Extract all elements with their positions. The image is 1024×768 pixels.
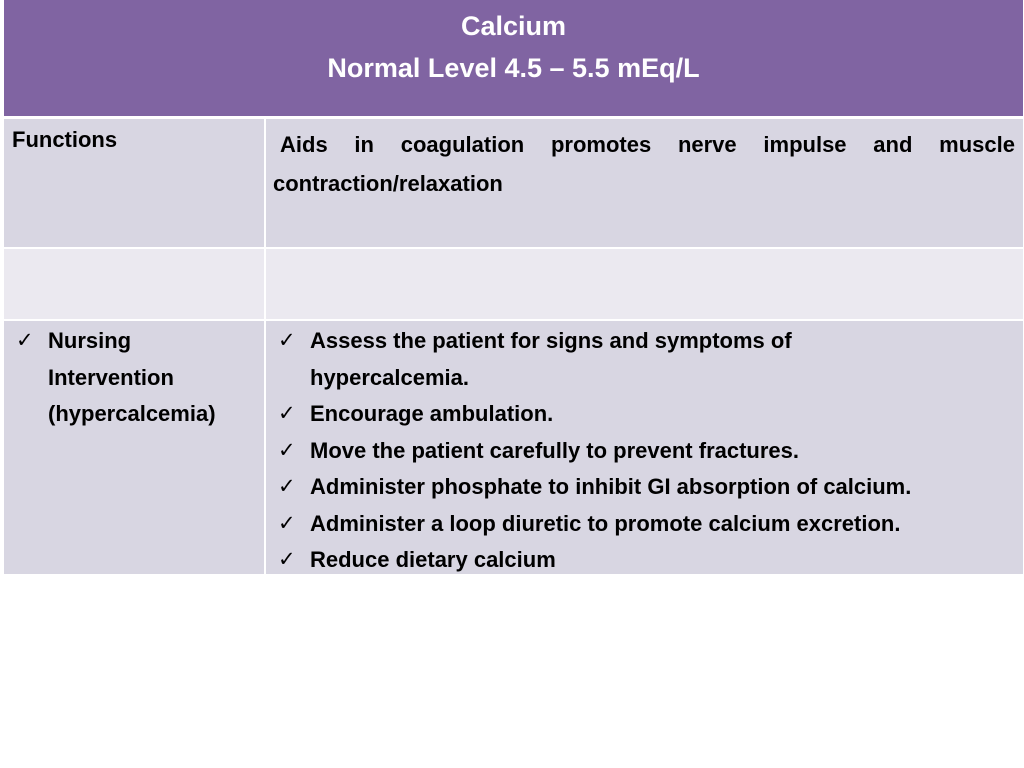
nursing-interventions-cell bbox=[266, 321, 1023, 574]
intervention-text: hypercalcemia. bbox=[310, 364, 469, 390]
list-item bbox=[272, 323, 1017, 396]
functions-text-line2: contraction/relaxation bbox=[273, 171, 503, 196]
intervention-text: Assess the patient for signs and symptoms of bbox=[310, 328, 792, 353]
intervention-text: Administer a loop diuretic to promote calcium excretion. bbox=[310, 510, 901, 536]
empty-cell-left bbox=[4, 249, 264, 319]
checkmark-icon: ✓ bbox=[278, 548, 296, 571]
checkmark-icon: ✓ bbox=[278, 438, 296, 462]
list-item bbox=[272, 506, 1017, 543]
functions-label-cell bbox=[4, 119, 264, 247]
nursing-label-line: Intervention bbox=[48, 364, 174, 390]
table-header bbox=[4, 0, 1023, 116]
list-item bbox=[272, 396, 1017, 433]
functions-text-cell bbox=[266, 119, 1023, 247]
empty-cell-right bbox=[266, 249, 1023, 319]
checkmark-icon: ✓ bbox=[16, 329, 34, 352]
checkmark-icon: ✓ bbox=[278, 402, 296, 425]
interventions-list bbox=[272, 323, 1017, 579]
intervention-text: Administer phosphate to inhibit GI absorption of calcium. bbox=[310, 474, 912, 499]
nursing-label-line: Nursing bbox=[48, 328, 132, 353]
list-item bbox=[272, 542, 1017, 579]
intervention-text: Move the patient carefully to prevent fractures. bbox=[310, 437, 800, 463]
intervention-text: Reduce dietary calcium bbox=[310, 547, 556, 572]
nursing-label-list bbox=[10, 323, 260, 433]
functions-label: Functions bbox=[12, 127, 118, 152]
nursing-label-line: (hypercalcemia) bbox=[48, 401, 216, 426]
header-subtitle: Normal Level 4.5 – 5.5 mEq/L bbox=[327, 53, 700, 83]
checkmark-icon: ✓ bbox=[278, 511, 296, 535]
functions-text bbox=[273, 125, 1015, 203]
intervention-text: Encourage ambulation. bbox=[310, 401, 554, 426]
checkmark-icon: ✓ bbox=[278, 329, 296, 352]
functions-text-line1: Aids in coagulation promotes nerve impulse and muscle bbox=[280, 132, 1015, 157]
list-item bbox=[272, 469, 1017, 506]
list-item bbox=[272, 433, 1017, 470]
list-item bbox=[10, 323, 260, 433]
header-title: Calcium bbox=[460, 11, 567, 41]
checkmark-icon: ✓ bbox=[278, 475, 296, 498]
nursing-label-cell bbox=[4, 321, 264, 574]
